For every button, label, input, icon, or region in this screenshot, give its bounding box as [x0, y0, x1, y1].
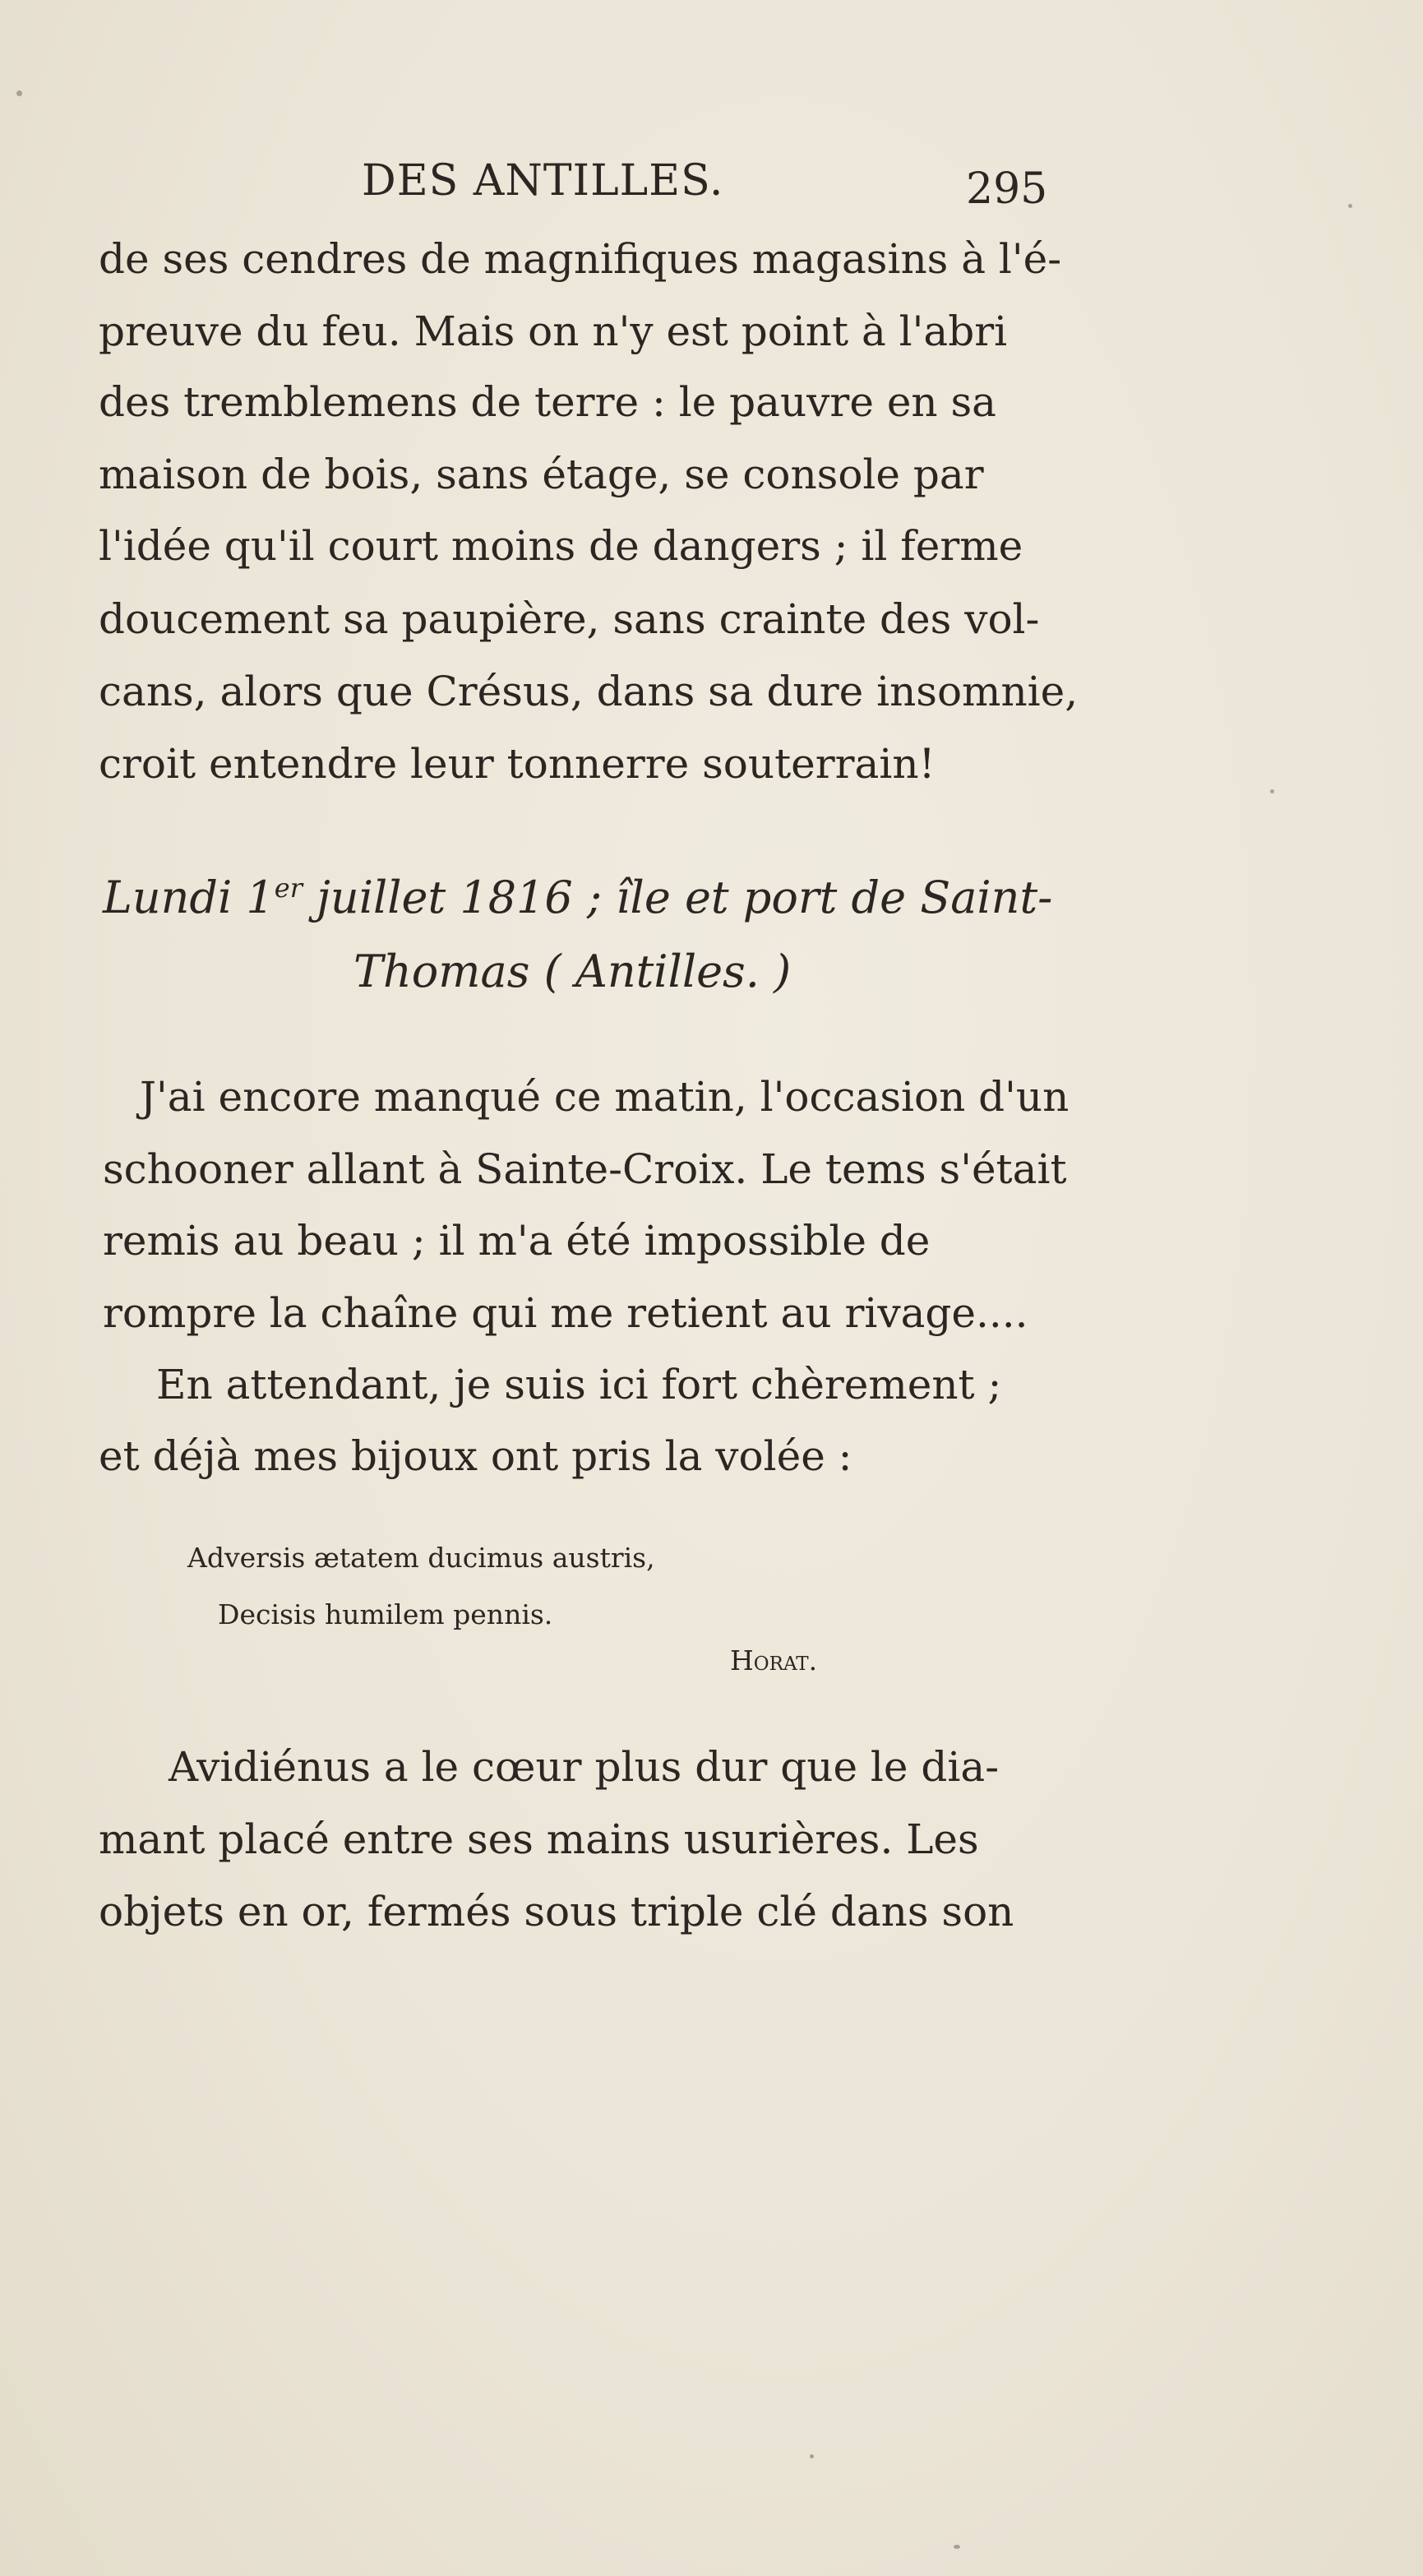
dateline-line-2: Thomas ( Antilles. ) [353, 946, 792, 997]
text-line: objets en or, fermés sous triple clé dans son [99, 1888, 1014, 1935]
text-line: J'ai encore manqué ce matin, l'occasion d'un [140, 1073, 1070, 1121]
dateline-line-1 [103, 872, 1052, 923]
text-line: En attendant, je suis ici fort chèrement ; [156, 1361, 1002, 1408]
paper-speck [16, 90, 22, 96]
text-line: des tremblemens de terre : le pauvre en sa [99, 378, 996, 426]
paper-speck [954, 2545, 960, 2549]
text-line: l'idée qu'il court moins de dangers ; il ferme [99, 522, 1023, 570]
text-line: mant placé entre ses mains usurières. Les [99, 1815, 979, 1863]
dateline-day: Lundi 1 [103, 872, 275, 923]
paper-speck [810, 2454, 814, 2458]
text-line: croit entendre leur tonnerre souterrain! [99, 740, 936, 788]
text-line: schooner allant à Sainte-Croix. Le tems s'était [103, 1145, 1067, 1193]
paper-speck [1270, 789, 1274, 793]
text-line: remis au beau ; il m'a été impossible de [103, 1217, 931, 1265]
text-line: de ses cendres de magnifiques magasins à l'é- [99, 235, 1062, 283]
quote-line: Decisis humilem pennis. [218, 1598, 553, 1630]
text-line: cans, alors que Crésus, dans sa dure insomnie, [99, 668, 1079, 715]
paper-speck [1348, 204, 1352, 208]
text-line: et déjà mes bijoux ont pris la volée : [99, 1432, 852, 1480]
page-number: 295 [966, 164, 1048, 214]
dateline-superscript: er [274, 872, 303, 904]
text-line: preuve du feu. Mais on n'y est point à l'abri [99, 308, 1008, 355]
running-header-title: DES ANTILLES. [362, 156, 724, 206]
text-line: doucement sa paupière, sans crainte des vol- [99, 595, 1040, 643]
quote-line: Adversis ætatem ducimus austris, [187, 1542, 655, 1574]
quote-author: Horat. [730, 1644, 818, 1676]
text-line: Avidiénus a le cœur plus dur que le dia- [169, 1743, 1000, 1791]
text-line: rompre la chaîne qui me retient au rivage.... [103, 1289, 1028, 1337]
dateline-place: juillet 1816 ; île et port de Saint- [303, 872, 1053, 923]
text-line: maison de bois, sans étage, se console par [99, 451, 984, 498]
